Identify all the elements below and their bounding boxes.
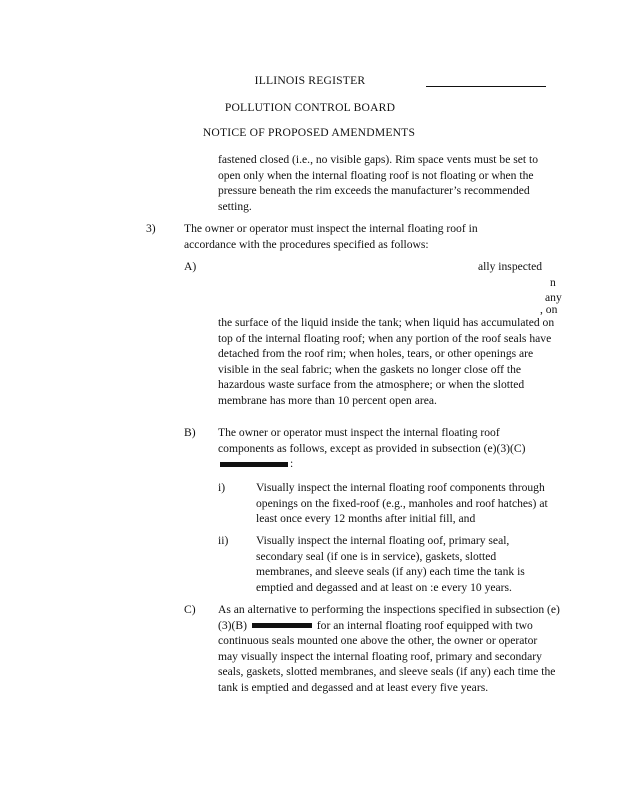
redaction-bar (252, 623, 312, 628)
item-a-fragment-3: any (545, 291, 562, 304)
item-a-text: the surface of the liquid inside the tank; when liquid has accumulated on top of the internal floating roof; when any portion of the roof seals have detached from the roof rim; when holes, tears, or other openings are visible in the seal fabric; when the gaskets no longer close off the hazardous waste surface from the atmosphere; or when the slotted membrane has more than 10 percent open area. (218, 316, 555, 407)
item-3-label: 3) (146, 222, 156, 235)
item-3-text: The owner or operator must inspect the internal floating roof in accordance with the procedures specified as follows: (184, 222, 478, 251)
item-b-ii-label: ii) (218, 534, 229, 547)
item-c-text-after: for an internal floating roof equipped with two continuous seals mounted one above the other, the owner or operator may visually inspect the internal floating roof, primary and secondary seals, gaskets, slotted membranes, and sleeve seals (if any) each time the tank is emptied and degassed and at least every five years. (218, 618, 556, 694)
item-b-label: B) (184, 426, 196, 439)
redaction-bar (220, 462, 288, 467)
item-b-i-text: Visually inspect the internal floating roof components through openings on the fixed-roof (e.g., manholes and roof hatches) at least once every 12 months after initial fill, and (256, 481, 548, 526)
item-b-i-label: i) (218, 481, 226, 494)
item-a-fragment-2: n (550, 276, 556, 289)
item-b-text (218, 425, 558, 472)
item-b-text-after: : (290, 457, 294, 471)
item-a-label: A) (184, 260, 197, 273)
item-a-fragment-1: ally inspected (478, 260, 543, 273)
register-title: ILLINOIS REGISTER (254, 74, 366, 87)
item-c-label: C) (184, 603, 196, 616)
item-c-text (218, 602, 560, 696)
item-b-text-before: The owner or operator must inspect the internal floating roof components as follows, except as provided in subsection (e)(3)(C) (218, 426, 526, 455)
notice-title: NOTICE OF PROPOSED AMENDMENTS (202, 126, 416, 139)
continuation-paragraph: fastened closed (i.e., no visible gaps). Rim space vents must be set to open only when the internal floating roof is not floating or when the pressure beneath the rim exceeds the manufacturer’s recommended setting. (218, 153, 539, 213)
board-title: POLLUTION CONTROL BOARD (224, 101, 396, 114)
header-rule (426, 86, 546, 87)
item-a-fragment-4: , on (540, 303, 558, 316)
item-b-ii-text: Visually inspect the internal floating oof, primary seal, secondary seal (if one is in service), gaskets, slotted membranes, and sleeve seals (if any) each time the tank is emptied and degassed and at least on :e every 10 years. (256, 534, 525, 594)
item-c-text-before: As an alternative to performing the inspections specified in subsection (e)(3)(B) (218, 603, 560, 632)
